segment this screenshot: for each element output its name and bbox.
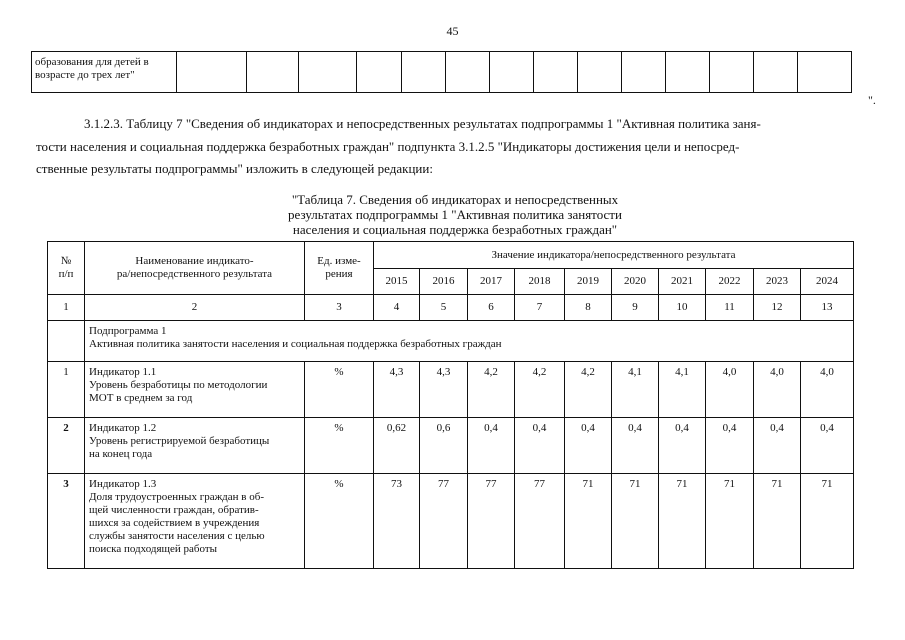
- header-year: 2023: [754, 269, 801, 295]
- caption-line: результатах подпрограммы 1 "Активная политика занятости: [288, 207, 622, 222]
- text-line: службы занятости населения с целью: [89, 530, 265, 542]
- indicator-name: [85, 362, 305, 418]
- value-cell: 0,4: [706, 418, 754, 474]
- column-number: 9: [612, 295, 659, 321]
- empty-cell: [48, 321, 85, 362]
- value-cell: 73: [374, 474, 420, 569]
- header-values-group: Значение индикатора/непосредственного результата: [374, 242, 854, 269]
- value-cell: 4,0: [706, 362, 754, 418]
- indicator-row: [48, 474, 854, 569]
- column-number: 1: [48, 295, 85, 321]
- unit-cell: %: [305, 474, 374, 569]
- empty-cell: [177, 52, 247, 93]
- table-caption: [225, 192, 685, 237]
- value-cell: 77: [468, 474, 515, 569]
- text-line: рения: [325, 268, 353, 280]
- value-cell: 0,4: [565, 418, 612, 474]
- indicator-row: [48, 362, 854, 418]
- subprogram-row: [48, 321, 854, 362]
- empty-cell: [446, 52, 490, 93]
- unit-cell: %: [305, 362, 374, 418]
- empty-cell: [578, 52, 622, 93]
- value-cell: 0,4: [515, 418, 565, 474]
- value-cell: 0,6: [420, 418, 468, 474]
- empty-cell: [666, 52, 710, 93]
- column-number: 3: [305, 295, 374, 321]
- text-line: образования для детей в: [35, 56, 149, 68]
- column-number: 10: [659, 295, 706, 321]
- value-cell: 4,0: [754, 362, 801, 418]
- header-year: 2016: [420, 269, 468, 295]
- value-cell: 0,4: [754, 418, 801, 474]
- header-year: 2018: [515, 269, 565, 295]
- value-cell: 71: [706, 474, 754, 569]
- empty-cell: [534, 52, 578, 93]
- text-line: Уровень безработицы по методологии: [89, 379, 268, 391]
- column-number: 11: [706, 295, 754, 321]
- indicator-row: [48, 418, 854, 474]
- value-cell: 4,2: [565, 362, 612, 418]
- indicators-table: [47, 241, 854, 569]
- header-num: [48, 242, 85, 295]
- text-line: Индикатор 1.1: [89, 366, 157, 378]
- text-line: поиска подходящей работы: [89, 543, 218, 555]
- empty-cell: [798, 52, 852, 93]
- continuation-text-cell: [32, 52, 177, 93]
- column-number: 13: [801, 295, 854, 321]
- empty-cell: [299, 52, 357, 93]
- empty-cell: [402, 52, 446, 93]
- text-line: возрасте до трех лет": [35, 69, 135, 81]
- value-cell: 0,4: [468, 418, 515, 474]
- page-number: 45: [446, 24, 459, 38]
- column-number: 5: [420, 295, 468, 321]
- text-line: Наименование индикато-: [135, 255, 254, 267]
- value-cell: 71: [612, 474, 659, 569]
- value-cell: 4,2: [468, 362, 515, 418]
- amendment-line: 3.1.2.3. Таблицу 7 "Сведения об индикаторах и непосредственных результатах подпрограммы 1 "Активная политика заня-: [84, 116, 761, 131]
- column-number: 2: [85, 295, 305, 321]
- indicator-name: [85, 474, 305, 569]
- text-line: Уровень регистрируемой безработицы: [89, 435, 270, 447]
- value-cell: 0,4: [801, 418, 854, 474]
- value-cell: 0,4: [612, 418, 659, 474]
- column-number: 8: [565, 295, 612, 321]
- value-cell: 4,3: [374, 362, 420, 418]
- row-number: 2: [48, 418, 85, 474]
- header-year: 2017: [468, 269, 515, 295]
- text-line: на конец года: [89, 448, 153, 460]
- caption-line: населения и социальная поддержка безработных граждан": [292, 222, 618, 237]
- value-cell: 71: [565, 474, 612, 569]
- caption-line: "Таблица 7. Сведения об индикаторах и непосредственных: [291, 192, 619, 207]
- text-line: Активная политика занятости населения и социальная поддержка безработных граждан: [89, 338, 502, 350]
- value-cell: 4,1: [612, 362, 659, 418]
- value-cell: 4,1: [659, 362, 706, 418]
- empty-cell: [754, 52, 798, 93]
- header-row: [48, 242, 854, 269]
- text-line: Доля трудоустроенных граждан в об-: [89, 491, 265, 503]
- value-cell: 71: [801, 474, 854, 569]
- text-line: щей численности граждан, обратив-: [89, 504, 259, 516]
- header-unit: [305, 242, 374, 295]
- column-number: 6: [468, 295, 515, 321]
- text-line: №: [60, 255, 72, 267]
- header-name: [85, 242, 305, 295]
- empty-cell: [357, 52, 402, 93]
- text-line: Индикатор 1.3: [89, 478, 157, 490]
- closing-quote: ".: [868, 93, 876, 107]
- row-number: 1: [48, 362, 85, 418]
- indicator-name: [85, 418, 305, 474]
- empty-cell: [622, 52, 666, 93]
- text-line: п/п: [58, 268, 74, 280]
- column-number: 7: [515, 295, 565, 321]
- value-cell: 0,62: [374, 418, 420, 474]
- continuation-row: [32, 52, 852, 93]
- value-cell: 71: [659, 474, 706, 569]
- value-cell: 4,3: [420, 362, 468, 418]
- column-number: 12: [754, 295, 801, 321]
- header-year: 2021: [659, 269, 706, 295]
- text-line: Индикатор 1.2: [89, 422, 157, 434]
- text-line: шихся за содействием в учреждения: [89, 517, 260, 529]
- header-year: 2022: [706, 269, 754, 295]
- value-cell: 0,4: [659, 418, 706, 474]
- column-number: 4: [374, 295, 420, 321]
- row-number: 3: [48, 474, 85, 569]
- amendment-line: тости населения и социальная поддержка безработных граждан" подпункта 3.1.2.5 "Индикаторы достижения цели и непосред-: [36, 138, 740, 154]
- value-cell: 77: [515, 474, 565, 569]
- text-line: ра/непосредственного результата: [116, 268, 273, 280]
- text-line: МОТ в среднем за год: [89, 392, 193, 404]
- subprogram-title: [85, 321, 854, 362]
- amendment-paragraph: [36, 113, 846, 181]
- amendment-line: ственные результаты подпрограммы" изложить в следующей редакции:: [36, 161, 433, 176]
- header-year: 2024: [801, 269, 854, 295]
- header-year: 2015: [374, 269, 420, 295]
- empty-cell: [247, 52, 299, 93]
- header-year: 2020: [612, 269, 659, 295]
- empty-cell: [490, 52, 534, 93]
- value-cell: 77: [420, 474, 468, 569]
- text-line: Подпрограмма 1: [89, 325, 167, 337]
- header-year: 2019: [565, 269, 612, 295]
- empty-cell: [710, 52, 754, 93]
- unit-cell: %: [305, 418, 374, 474]
- value-cell: 71: [754, 474, 801, 569]
- continuation-table: [31, 51, 852, 93]
- value-cell: 4,0: [801, 362, 854, 418]
- value-cell: 4,2: [515, 362, 565, 418]
- column-numbers-row: [48, 295, 854, 321]
- text-line: Ед. изме-: [317, 255, 361, 267]
